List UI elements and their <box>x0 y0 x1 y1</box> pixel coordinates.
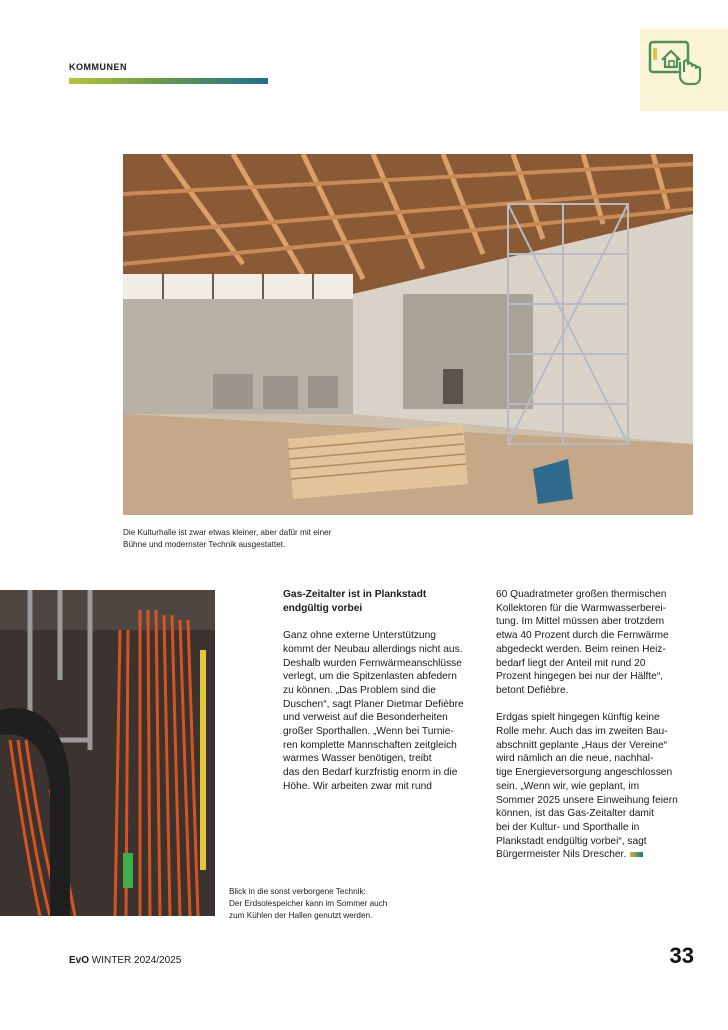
tablet-home-touch-icon <box>648 38 704 90</box>
text-line: bedarf liegt der Anteil mit rund 20 <box>496 657 646 669</box>
article-headline <box>283 588 483 615</box>
footer-issue: WINTER 2024/2025 <box>91 955 182 966</box>
article-end-mark <box>630 852 643 857</box>
text-line: bei der Kultur- und Sporthalle in <box>496 821 640 833</box>
text-line: tung. Im Mittel müssen aber trotzdem <box>496 616 665 628</box>
text-line: Duschen“, sagt Planer Dietmar Defièbre <box>283 698 464 710</box>
corner-icon-box <box>640 29 728 111</box>
text-line: Sommer 2025 unsere Einweihung feiern <box>496 794 678 806</box>
text-line: und verweist auf die Besonderheiten <box>283 712 448 724</box>
caption-kulturhalle <box>123 527 443 551</box>
kulturhalle-construction-photo <box>123 154 693 515</box>
photo-kulturhalle <box>123 154 693 515</box>
text-line: Deshalb wurden Fernwärmeanschlüsse <box>283 657 462 669</box>
headline-line-2: endgültig vorbei <box>283 602 363 614</box>
text-line: Rolle mehr. Auch das im zweiten Bau- <box>496 726 668 738</box>
text-line: kommt der Neubau allerdings nicht aus. <box>283 643 463 655</box>
caption-technik-line-2: Der Erdsolespeicher kann im Sommer auch <box>229 899 388 908</box>
text-line: verlegt, um die Spitzenlasten abfedern <box>283 671 457 683</box>
text-line: können, ist das Gas-Zeitalter damit <box>496 808 654 820</box>
article-paragraph-1 <box>283 629 483 793</box>
text-line: Erdgas spielt hingegen künftig keine <box>496 712 660 724</box>
text-line: großer Sporthallen. „Wenn bei Turnie- <box>283 726 454 738</box>
text-line: Ganz ohne externe Unterstützung <box>283 630 436 642</box>
footer-magazine <box>69 955 181 966</box>
footer-brand: EvO <box>69 955 90 966</box>
text-line: sein. „Wenn wir, wie geplant, im <box>496 780 640 792</box>
caption-kulturhalle-line-1: Die Kulturhalle ist zwar etwas kleiner, aber dafür mit einer <box>123 528 332 537</box>
caption-technik <box>229 886 429 922</box>
text-line: wird nämlich an die neue, nachhal- <box>496 753 654 765</box>
article-column-1 <box>283 588 483 807</box>
text-line: Plankstadt endgültig vorbei“, sagt <box>496 835 647 847</box>
text-line: ren komplette Mannschaften zeitgleich <box>283 739 457 751</box>
article-paragraph-2 <box>496 588 696 698</box>
text-line: abschnitt geplante „Haus der Vereine“ <box>496 739 668 751</box>
caption-technik-line-3: zum Kühlen der Hallen genutzt werden. <box>229 911 373 920</box>
photo-technik <box>0 590 215 916</box>
text-line: zu können. „Das Problem sind die <box>283 684 436 696</box>
text-line: das den Bedarf kurzfristig enorm in die <box>283 767 458 779</box>
text-line: Bürgermeister Nils Drescher. <box>496 849 627 861</box>
text-line: Prozent hingegen bei nur der Hälfte“, <box>496 671 664 683</box>
caption-kulturhalle-line-2: Bühne und modernster Technik ausgestattet. <box>123 540 286 549</box>
text-line: betont Defièbre. <box>496 684 569 696</box>
text-line: warmes Wasser benötigen, treibt <box>283 753 432 765</box>
text-line: Höhe. Wir arbeiten zwar mit rund <box>283 780 432 792</box>
text-line: abgedeckt werden. Beim reinen Heiz- <box>496 643 666 655</box>
article-column-2 <box>496 588 696 876</box>
text-line: tige Energieversorgung angeschlossen <box>496 767 673 779</box>
section-accent-bar <box>69 78 268 84</box>
erdsolespeicher-pipes-photo <box>0 590 215 916</box>
text-line: 60 Quadratmeter großen thermischen <box>496 589 667 600</box>
caption-technik-line-1: Blick in die sonst verborgene Technik: <box>229 887 366 896</box>
headline-line-1: Gas-Zeitalter ist in Plankstadt <box>283 589 427 600</box>
section-label: KOMMUNEN <box>69 62 127 72</box>
page-number: 33 <box>669 943 694 968</box>
text-line: etwa 40 Prozent durch die Fernwärme <box>496 630 669 642</box>
article-paragraph-3 <box>496 711 696 862</box>
text-line: Kollektoren für die Warmwasserberei- <box>496 602 667 614</box>
